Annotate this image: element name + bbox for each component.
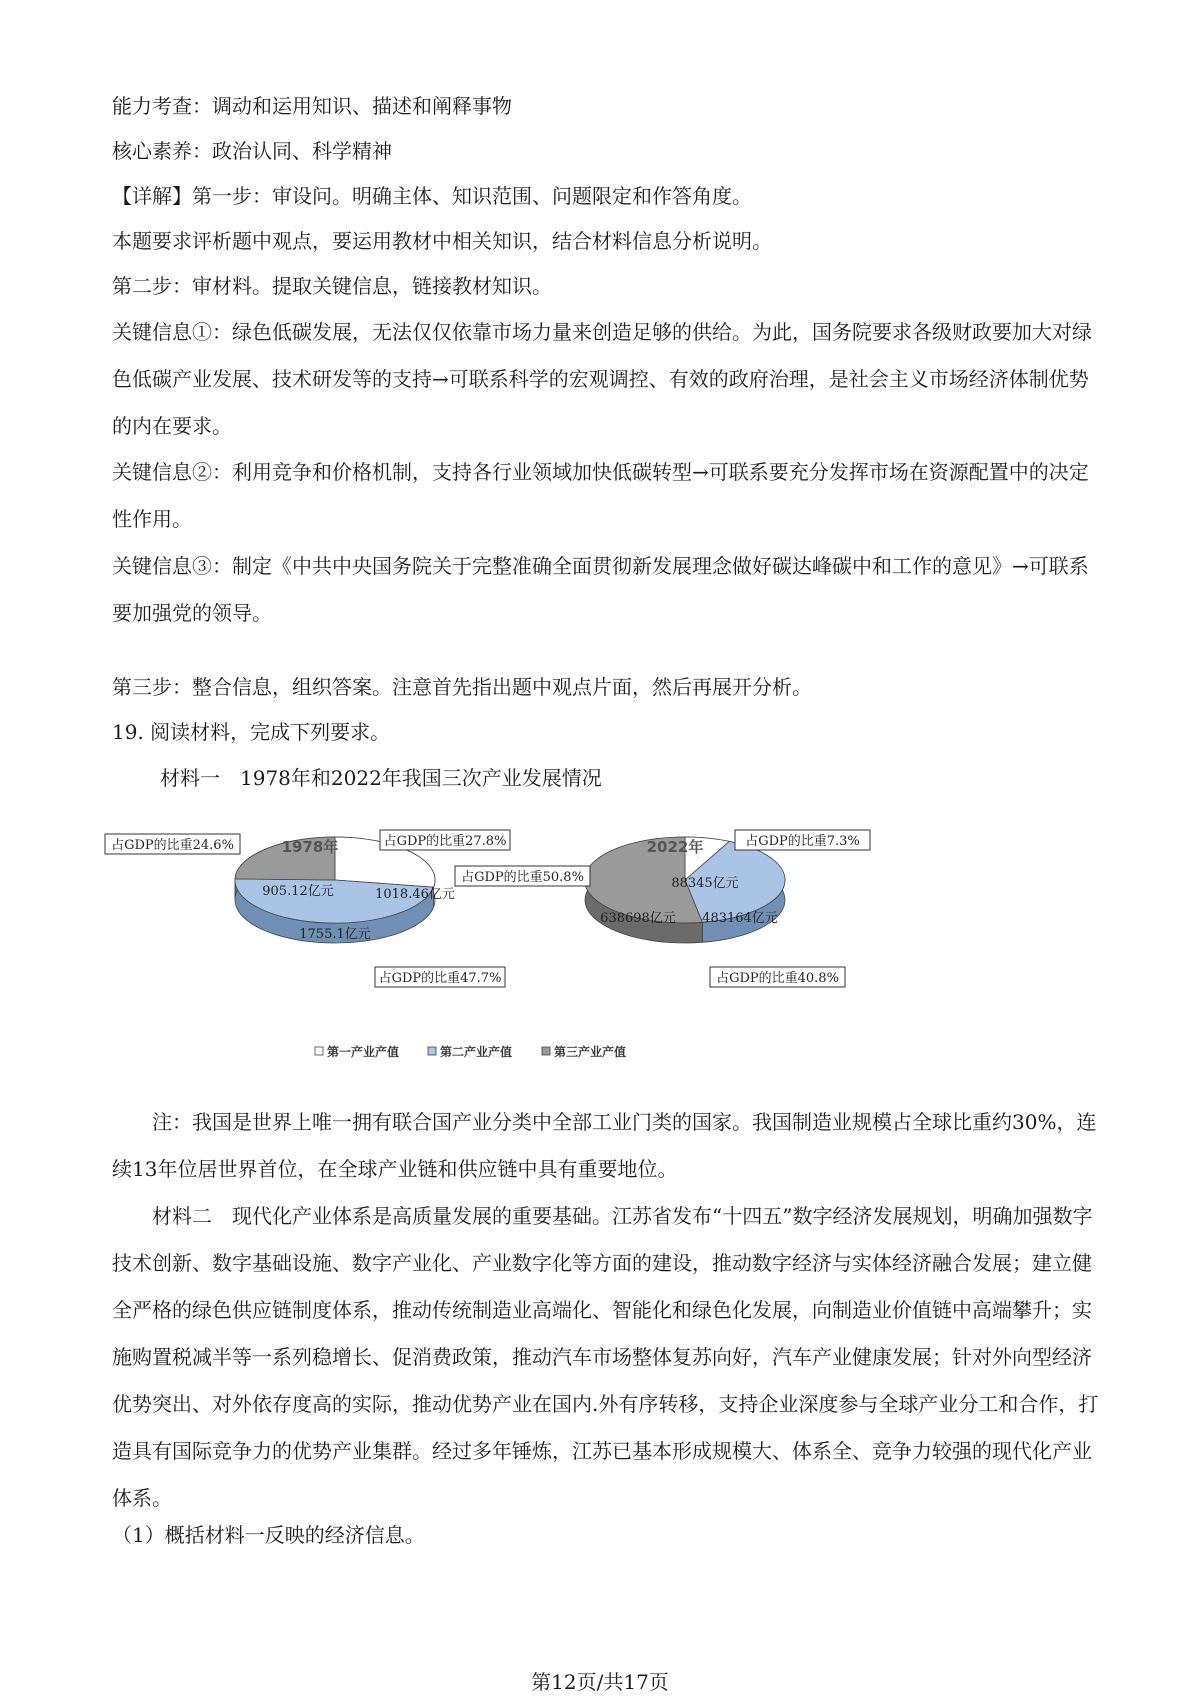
share-label: 占GDP的比重7.3% <box>745 834 860 849</box>
pie-value-label: 483164亿元 <box>702 911 778 926</box>
legend-label-2: 第二产业产值 <box>440 1045 513 1059</box>
legend-swatch-3 <box>542 1047 550 1055</box>
legend-label-3: 第三产业产值 <box>554 1045 627 1059</box>
key-info-2: 关键信息②：利用竞争和价格机制，支持各行业领域加快低碳转型→可联系要充分发挥市场在资源配置中的决定性作用。 <box>112 460 1089 531</box>
note-paragraph: 注：我国是世界上唯一拥有联合国产业分类中全部工业门类的国家。我国制造业规模占全球比重约30%，连续13年位居世界首位，在全球产业链和供应链中具有重要地位。 <box>112 1110 1097 1181</box>
pie-value-label: 88345亿元 <box>671 876 739 891</box>
share-label: 占GDP的比重47.7% <box>378 971 502 986</box>
question-19-line: 19. 阅读材料，完成下列要求。 <box>112 720 391 744</box>
pie-value-label: 638698亿元 <box>600 911 676 926</box>
pie-title: 2022年 <box>646 838 704 856</box>
legend-swatch-1 <box>315 1047 323 1055</box>
sub-question-1: （1）概括材料一反映的经济信息。 <box>112 1523 425 1547</box>
share-label: 占GDP的比重50.8% <box>461 870 584 885</box>
pie-value-label: 1018.46亿元 <box>375 887 455 902</box>
step2-line: 第二步：审材料。提取关键信息，链接教材知识。 <box>112 274 552 298</box>
page-footer: 第12页/共17页 <box>531 1670 669 1694</box>
ability-line: 能力考查：调动和运用知识、描述和阐释事物 <box>112 94 512 118</box>
share-label: 占GDP的比重40.8% <box>716 971 839 986</box>
pie-title: 1978年 <box>281 838 339 856</box>
share-label: 占GDP的比重27.8% <box>383 834 507 849</box>
requirement-line: 本题要求评析题中观点，要运用教材中相关知识，结合材料信息分析说明。 <box>112 229 772 253</box>
detail-step1-line: 【详解】第一步：审设问。明确主体、知识范围、问题限定和作答角度。 <box>112 184 752 208</box>
legend-swatch-2 <box>428 1047 436 1055</box>
key-info-3: 关键信息③：制定《中共中央国务院关于完整准确全面贯彻新发展理念做好碳达峰碳中和工作的意见》→可联系要加强党的领导。 <box>112 554 1089 625</box>
step3-line: 第三步：整合信息，组织答案。注意首先指出题中观点片面，然后再展开分析。 <box>112 675 812 699</box>
share-label: 占GDP的比重24.6% <box>111 838 234 853</box>
key-info-1: 关键信息①：绿色低碳发展，无法仅仅依靠市场力量来创造足够的供给。为此，国务院要求各级财政要加大对绿色低碳产业发展、技术研发等的支持→可联系科学的宏观调控、有效的政府治理，是社会主义市场经济体制优势的内在要求。 <box>112 320 1092 438</box>
pie-charts-figure <box>100 800 980 1060</box>
literacy-line: 核心素养：政治认同、科学精神 <box>112 139 392 163</box>
pie-value-label: 905.12亿元 <box>262 884 334 899</box>
legend-label-1: 第一产业产值 <box>327 1045 400 1059</box>
material1-title: 材料一 1978年和2022年我国三次产业发展情况 <box>160 766 602 790</box>
pie-charts-svg <box>100 800 980 1060</box>
material2-paragraph: 材料二 现代化产业体系是高质量发展的重要基础。江苏省发布“十四五”数字经济发展规划，明确加强数字技术创新、数字基础设施、数字产业化、产业数字化等方面的建设，推动数字经济与实体经济融合发展；建立健全严格的绿色供应链制度体系，推动传统制造业高端化、智能化和绿色化发展，向制造业价值链中高端攀升；实施购置税减半等一系列稳增长、促消费政策，推动汽车市场整体复苏向好，汽车产业健康发展；针对外向型经济优势突出、对外依存度高的实际，推动优势产业在国内.外有序转移，支持企业深度参与全球产业分工和合作，打造具有国际竞争力的优势产业集群。经过多年锤炼，江苏已基本形成规模大、体系全、竞争力较强的现代化产业体系。 <box>112 1204 1099 1510</box>
pie-value-label: 1755.1亿元 <box>299 927 371 942</box>
